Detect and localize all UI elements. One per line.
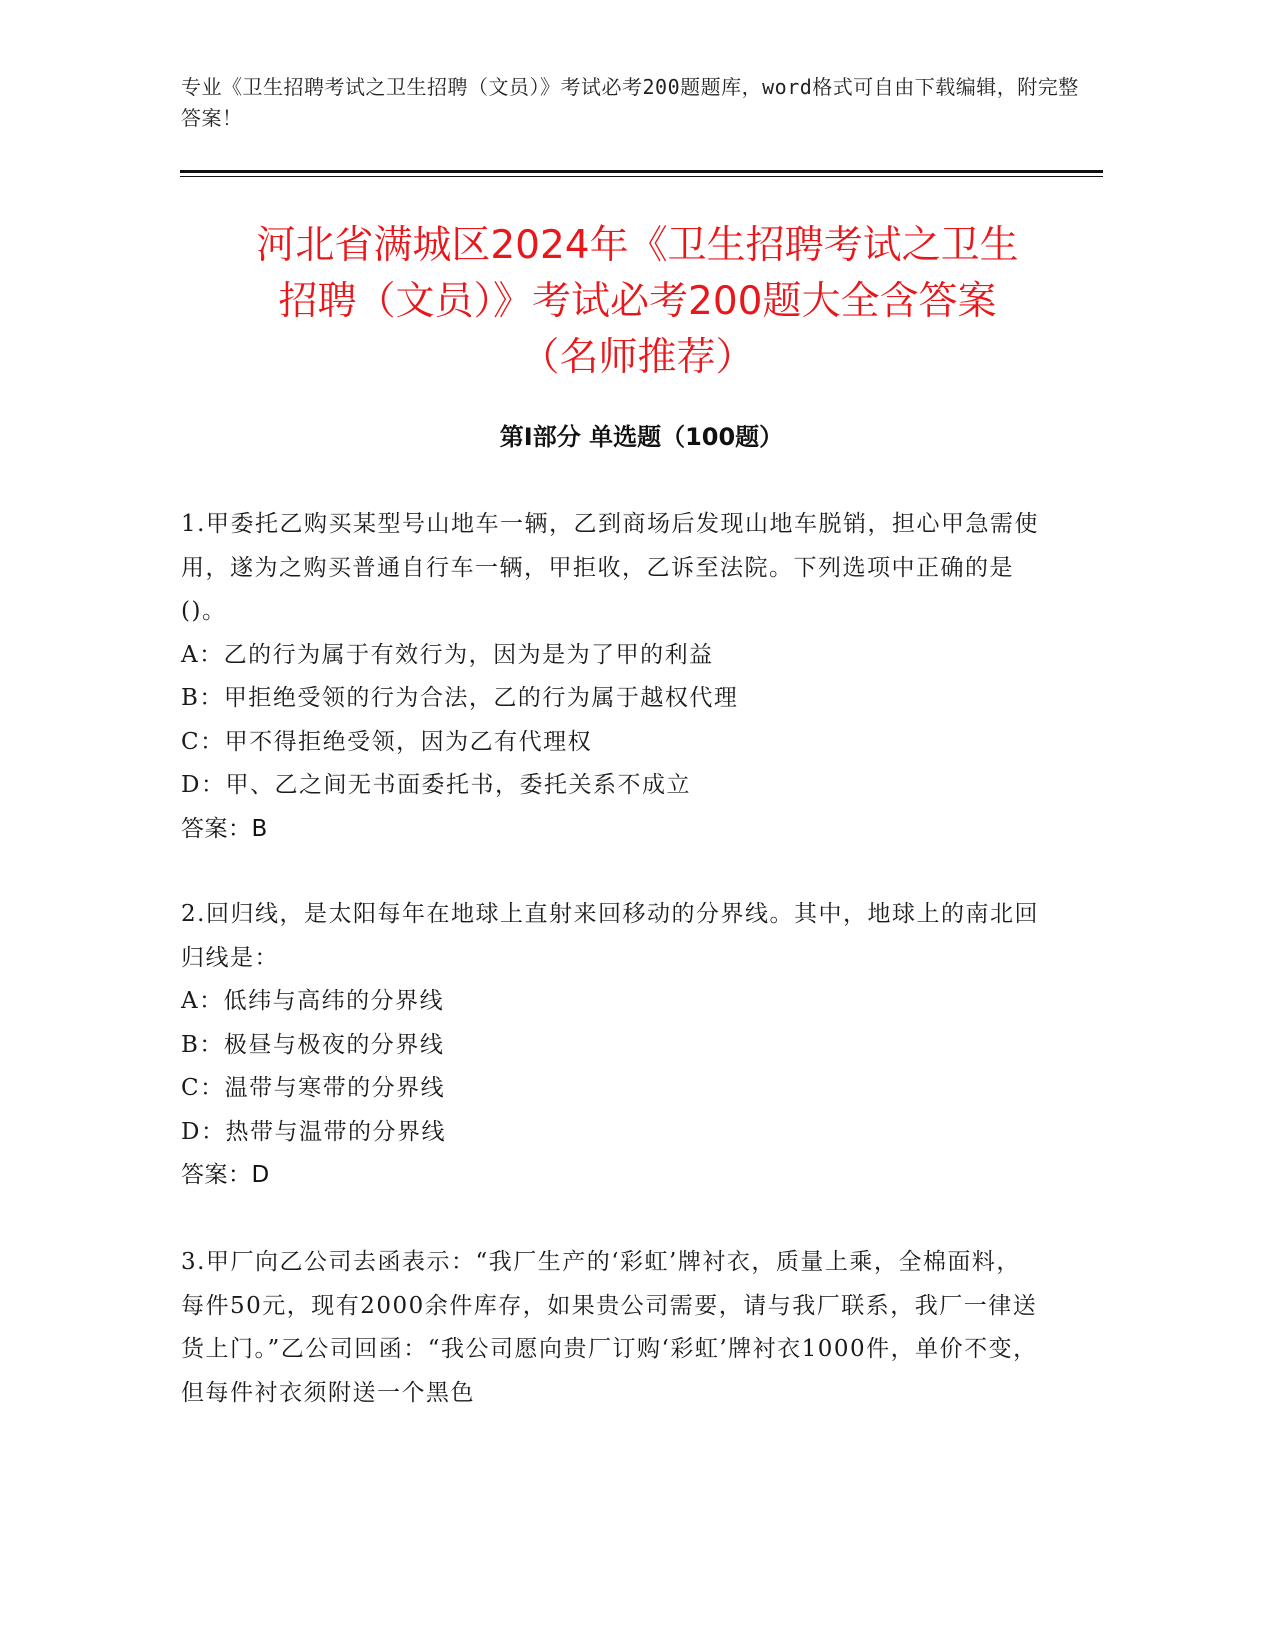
option-c: C：甲不得拒绝受领，因为乙有代理权: [181, 728, 593, 755]
option-d: D：热带与温带的分界线: [181, 1118, 446, 1145]
answer-label: 答案：B: [181, 815, 268, 842]
option-b: B：极昼与极夜的分界线: [181, 1031, 445, 1058]
question-stem: 2.回归线，是太阳每年在地球上直射来回移动的分界线。其中，地球上的南北回归线是：: [181, 901, 1039, 971]
option-a: A：乙的行为属于有效行为，因为是为了甲的利益: [181, 641, 714, 668]
question-stem: 1.甲委托乙购买某型号山地车一辆，乙到商场后发现山地车脱销，担心甲急需使用，遂为之购买普通自行车一辆，甲拒收，乙诉至法院。下列选项中正确的是()。: [181, 511, 1039, 624]
question-2: [181, 893, 1041, 1198]
title-line-2: 招聘（文员）》考试必考200题大全含答案: [278, 279, 997, 324]
answer-label: 答案：D: [181, 1162, 270, 1188]
question-3: [181, 1241, 1041, 1415]
title-line-1: 河北省满城区2024年《卫生招聘考试之卫生: [256, 223, 1019, 268]
option-a: A：低纬与高纬的分界线: [181, 988, 445, 1014]
question-1: [181, 503, 1041, 851]
option-c: C：温带与寒带的分界线: [181, 1075, 446, 1101]
question-stem: 3.甲厂向乙公司去函表示：“我厂生产的‘彩虹’牌衬衣，质量上乘，全棉面料，每件50元，现有2000余件库存，如果贵公司需要，请与我厂联系，我厂一律送货上门。”乙公司回函：“我公司愿向贵厂订购‘彩虹’牌衬衣1000件，单价不变，但每件衬衣须附送一个黑色: [181, 1249, 1038, 1406]
option-b: B：甲拒绝受领的行为合法，乙的行为属于越权代理: [181, 685, 739, 711]
option-d: D：甲、乙之间无书面委托书，委托关系不成立: [181, 772, 691, 798]
header-note: 专业《卫生招聘考试之卫生招聘（文员）》考试必考200题题库，word格式可自由下载编辑，附完整答案！: [181, 75, 1079, 130]
header-rule-thin: [180, 176, 1103, 177]
title-line-3: （名师推荐）: [520, 335, 755, 380]
section-title: 第Ⅰ部分 单选题（100题）: [499, 423, 784, 451]
header-rule-thick: [180, 170, 1103, 173]
document-title: [160, 218, 1115, 386]
